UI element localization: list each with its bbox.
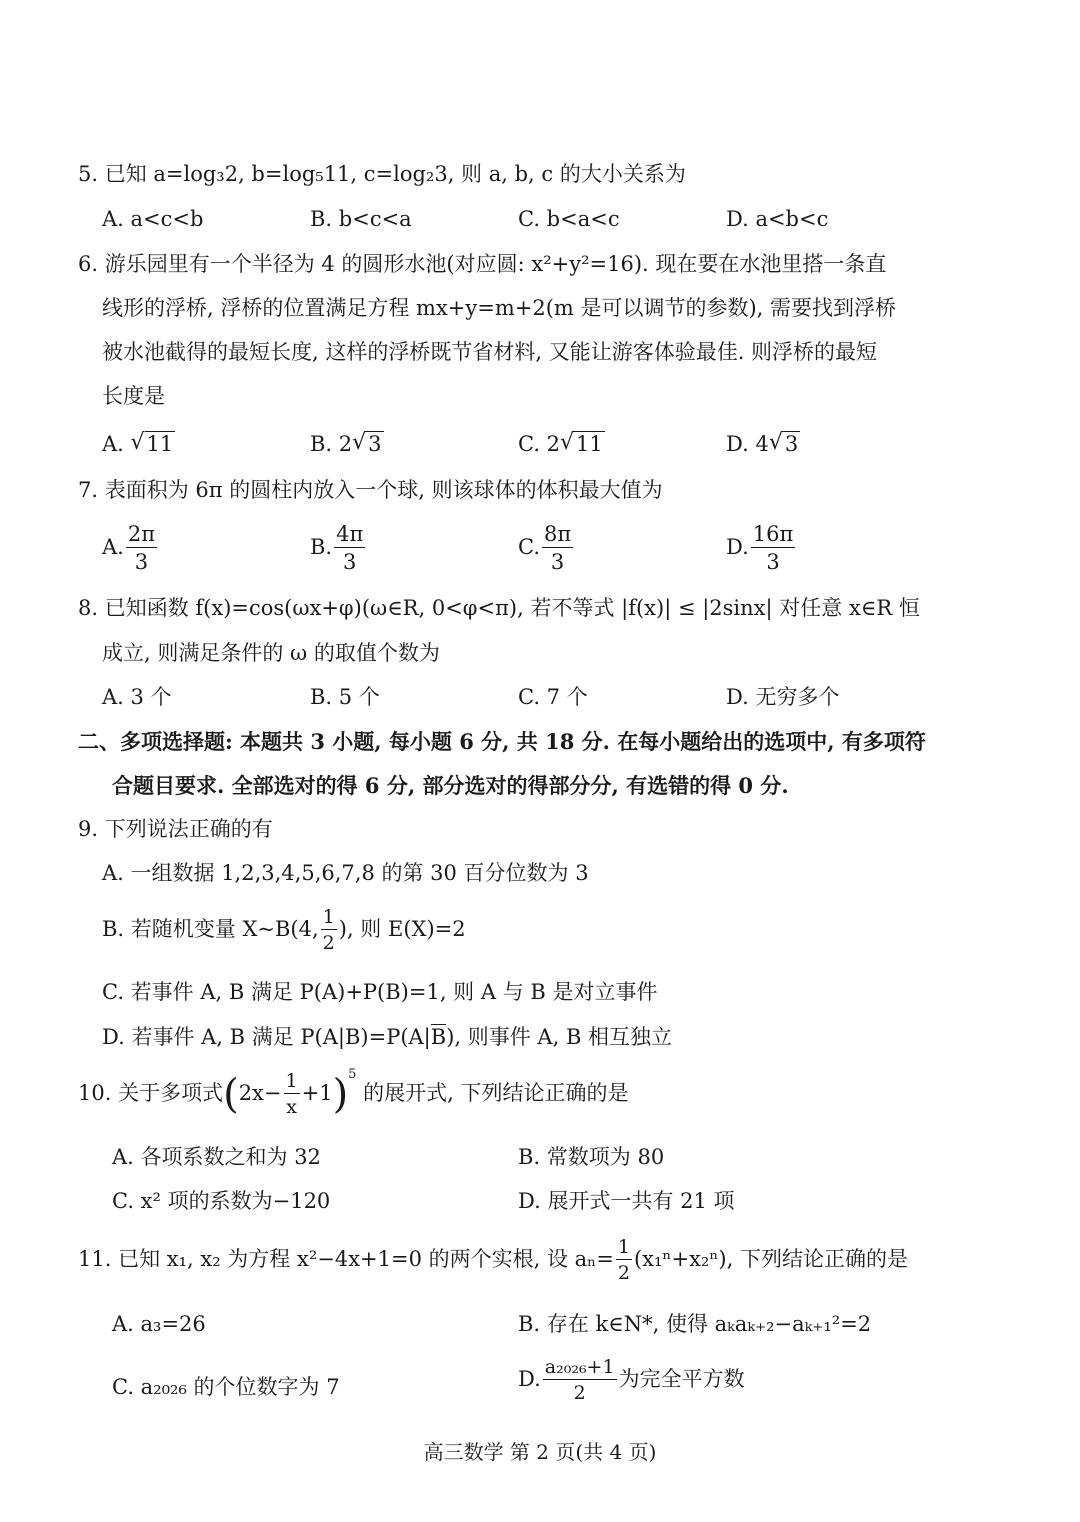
q10-option-a: A. 各项系数之和为 32 — [112, 1145, 321, 1169]
question-8-line-2: 成立, 则满足条件的 ω 的取值个数为 — [102, 641, 440, 665]
question-9-stem: 9. 下列说法正确的有 — [78, 817, 273, 841]
q8-option-a: A. 3 个 — [102, 685, 172, 709]
q9-option-d: D. 若事件 A, B 满足 P(A|B)=P(A|B), 则事件 A, B 相互独立 — [102, 1025, 673, 1049]
q8-option-d: D. 无穷多个 — [726, 685, 840, 709]
q5-option-d: D. a<b<c — [726, 207, 829, 231]
question-5-stem: 5. 已知 a=log₃2, b=log₅11, c=log₂3, 则 a, b, c 的大小关系为 — [78, 162, 686, 186]
q7-option-a: A. $\frac{2\pi}{3}$ — [102, 522, 156, 574]
question-6-line-2: 线形的浮桥, 浮桥的位置满足方程 mx+y=m+2(m 是可以调节的参数), 需要找到浮桥 — [102, 296, 897, 320]
question-10-stem: 10. 关于多项式(2x− $\frac{1}{x}$ +1)$^5$ 的展开式, 下列结论正确的是 — [78, 1067, 629, 1118]
q10-option-b: B. 常数项为 80 — [518, 1145, 665, 1169]
q7-option-d: D. $\frac{16\pi}{3}$ — [726, 522, 794, 574]
question-7-stem: 7. 表面积为 6π 的圆柱内放入一个球, 则该球体的体积最大值为 — [78, 478, 663, 502]
question-6-line-3: 被水池截得的最短长度, 这样的浮桥既节省材料, 又能让游客体验最佳. 则浮桥的最短 — [102, 340, 878, 364]
page-footer: 高三数学 第 2 页(共 4 页) — [423, 1440, 657, 1464]
q11-option-b: B. 存在 k∈N*, 使得 aₖaₖ₊₂−aₖ₊₁²=2 — [518, 1312, 872, 1336]
q5-option-c: C. b<a<c — [518, 207, 620, 231]
question-8-line-1: 8. 已知函数 f(x)=cos(ωx+φ)(ω∈R, 0<φ<π), 若不等式 |f(x)| ≤ |2sinx| 对任意 x∈R 恒 — [78, 596, 920, 620]
q8-option-b: B. 5 个 — [310, 685, 380, 709]
q7-option-b: B. $\frac{4\pi}{3}$ — [310, 522, 364, 574]
q11-option-a: A. a₃=26 — [112, 1312, 206, 1336]
section-2-heading-line-1: 二、多项选择题: 本题共 3 小题, 每小题 6 分, 共 18 分. 在每小题给出的选项中, 有多项符 — [78, 729, 926, 754]
q5-option-a: A. a<c<b — [102, 207, 204, 231]
q6-option-b: B. 2√ 3 — [310, 434, 384, 455]
section-2-heading-line-2: 合题目要求. 全部选对的得 6 分, 部分选对的得部分分, 有选错的得 0 分. — [112, 773, 789, 798]
q5-option-b: B. b<c<a — [310, 207, 412, 231]
q6-option-d: D. 4√ 3 — [726, 434, 800, 455]
q9-option-b: B. 若随机变量 X~B(4, $\frac{1}{2}$ ), 则 E(X)=2 — [102, 906, 466, 954]
question-6-line-1: 6. 游乐园里有一个半径为 4 的圆形水池(对应圆: x²+y²=16). 现在要在水池里搭一条直 — [78, 252, 887, 276]
q7-option-c: C. $\frac{8\pi}{3}$ — [518, 522, 572, 574]
question-11-stem: 11. 已知 x₁, x₂ 为方程 x²−4x+1=0 的两个实根, 设 aₙ= $\frac{1}{2}$ (x₁ⁿ+x₂ⁿ), 下列结论正确的是 — [78, 1236, 908, 1284]
q9-option-a: A. 一组数据 1,2,3,4,5,6,7,8 的第 30 百分位数为 3 — [102, 861, 589, 885]
q11-option-c: C. a₂₀₂₆ 的个位数字为 7 — [112, 1375, 340, 1399]
q9-option-c: C. 若事件 A, B 满足 P(A)+P(B)=1, 则 A 与 B 是对立事件 — [102, 980, 658, 1004]
q8-option-c: C. 7 个 — [518, 685, 588, 709]
q6-option-a: A. √ 11 — [102, 434, 175, 455]
q10-option-c: C. x² 项的系数为−120 — [112, 1189, 331, 1213]
q10-option-d: D. 展开式一共有 21 项 — [518, 1189, 735, 1213]
q6-option-c: C. 2√ 11 — [518, 434, 605, 455]
question-6-line-4: 长度是 — [102, 384, 165, 408]
q11-option-d: D. $\frac{\text{a₂₀₂₆+1}}{2}$ 为完全平方数 — [518, 1356, 745, 1404]
